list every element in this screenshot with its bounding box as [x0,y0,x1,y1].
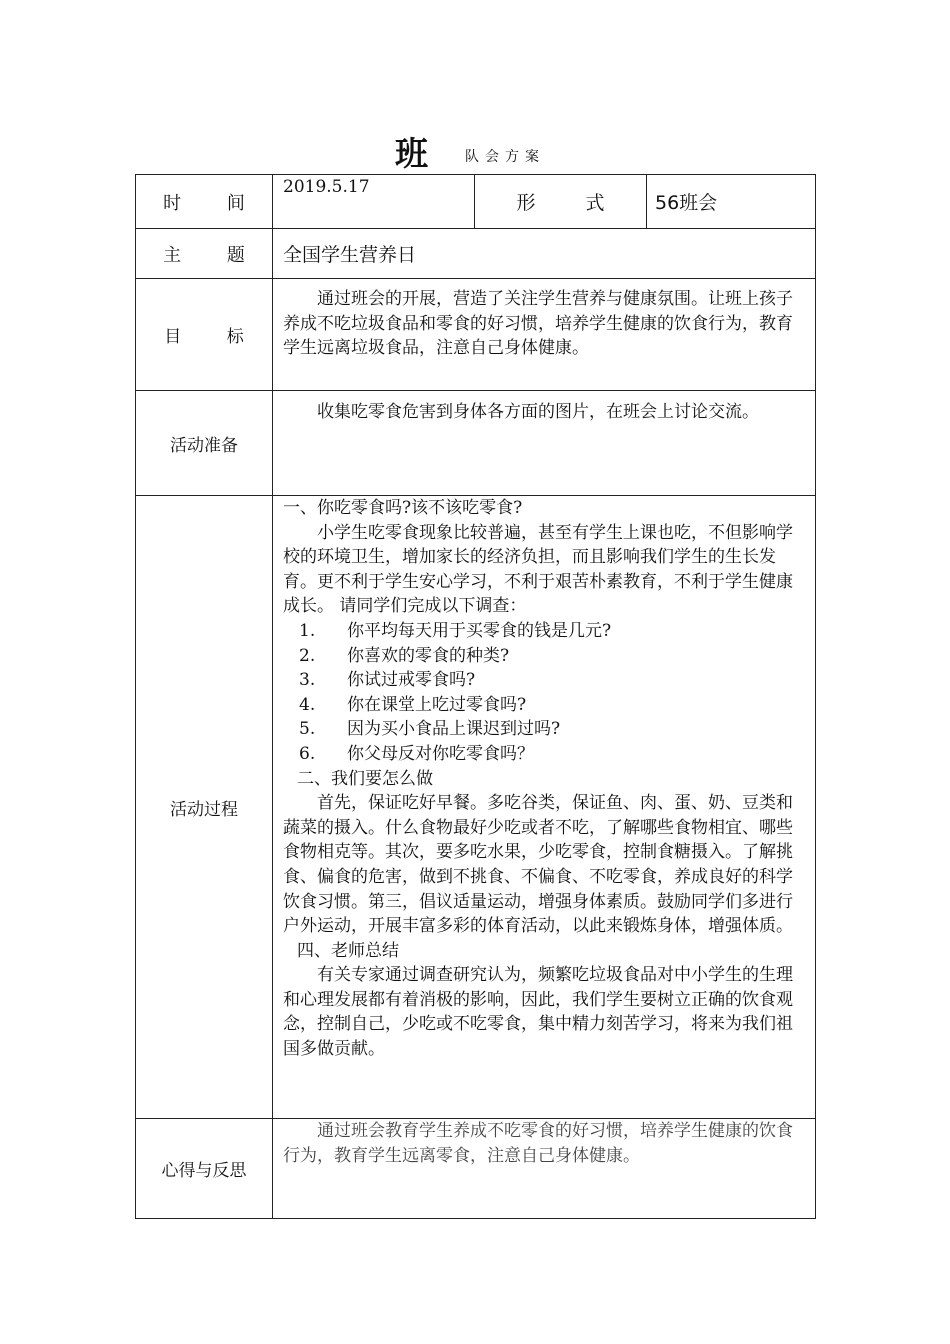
row-prep [136,391,816,496]
date-value: 2019.5.17 [273,175,475,229]
question-item: 4. 你在课堂上吃过零食吗? [299,694,527,715]
form-value: 56班会 [647,175,816,229]
question-item: 3. 你试过戒零食吗? [299,670,476,691]
goal-text: 通过班会的开展，营造了关注学生营养与健康氛围。让班上孩子养成不吃垃圾食品和零食的好习惯，培养学生健康的饮食行为，教育学生远离垃圾食品，注意自己身体健康。 [283,289,793,359]
row-time [136,175,816,229]
reflect-text: 通过班会教育学生养成不吃零食的好习惯，培养学生健康的饮食行为，教育学生远离零食，注意自己身体健康。 [283,1121,793,1166]
plan-table [135,174,816,1219]
process-heading-1: 一、你吃零食吗?该不该吃零食? [283,498,523,518]
form-label: 形 式 [475,175,647,229]
theme-value: 全国学生营养日 [273,229,816,279]
document-title [0,128,950,172]
goal-label: 目 标 [136,279,273,391]
row-reflect [136,1119,816,1219]
question-item: 2. 你喜欢的零食的种类? [299,645,510,666]
prep-label: 活动准备 [136,391,273,496]
question-item: 5. 因为买小食品上课迟到过吗? [299,719,561,740]
process-heading-2: 二、我们要怎么做 [297,768,433,789]
process-label: 活动过程 [136,496,273,1119]
process-paragraph-2: 首先，保证吃好早餐。多吃谷类，保证鱼、肉、蛋、奶、豆类和蔬菜的摄入。什么食物最好少吃或者不吃，了解哪些食物相宜、哪些食物相克等。其次，要多吃水果，少吃零食，控制食糖摄入。了解挑食、偏食的危害，做到不挑食、不偏食、不吃零食，养成良好的科学饮食习惯。第三，倡议适量运动，增强身体素质。鼓励同学们多进行户外运动，开展丰富多彩的体育活动，以此来锻炼身体，增强体质。 [283,793,793,937]
row-process [136,496,816,1119]
question-list [283,619,807,767]
title-main: 班 [395,134,428,173]
title-sub: 队会方案 [465,149,545,165]
reflect-label: 心得与反思 [136,1119,273,1219]
question-item: 1. 你平均每天用于买零食的钱是几元? [299,620,612,641]
row-theme [136,229,816,279]
theme-label: 主 题 [136,229,273,279]
row-goal [136,279,816,391]
time-label: 时 间 [136,175,273,229]
process-paragraph-3: 有关专家通过调查研究认为，频繁吃垃圾食品对中小学生的生理和心理发展都有着消极的影响，因此，我们学生要树立正确的饮食观念，控制自己，少吃或不吃零食，集中精力刻苦学习，将来为我们祖国多做贡献。 [283,965,793,1060]
prep-text: 收集吃零食危害到身体各方面的图片，在班会上讨论交流。 [317,402,759,422]
question-item: 6. 你父母反对你吃零食吗？ [299,743,534,764]
process-heading-3: 四、老师总结 [297,940,399,961]
process-paragraph-1: 小学生吃零食现象比较普遍，甚至有学生上课也吃，不但影响学校的环境卫生，增加家长的经济负担，而且影响我们学生的生长发育。更不利于学生安心学习，不利于艰苦朴素教育，不利于学生健康成长。 请同学们完成以下调查： [283,522,793,617]
